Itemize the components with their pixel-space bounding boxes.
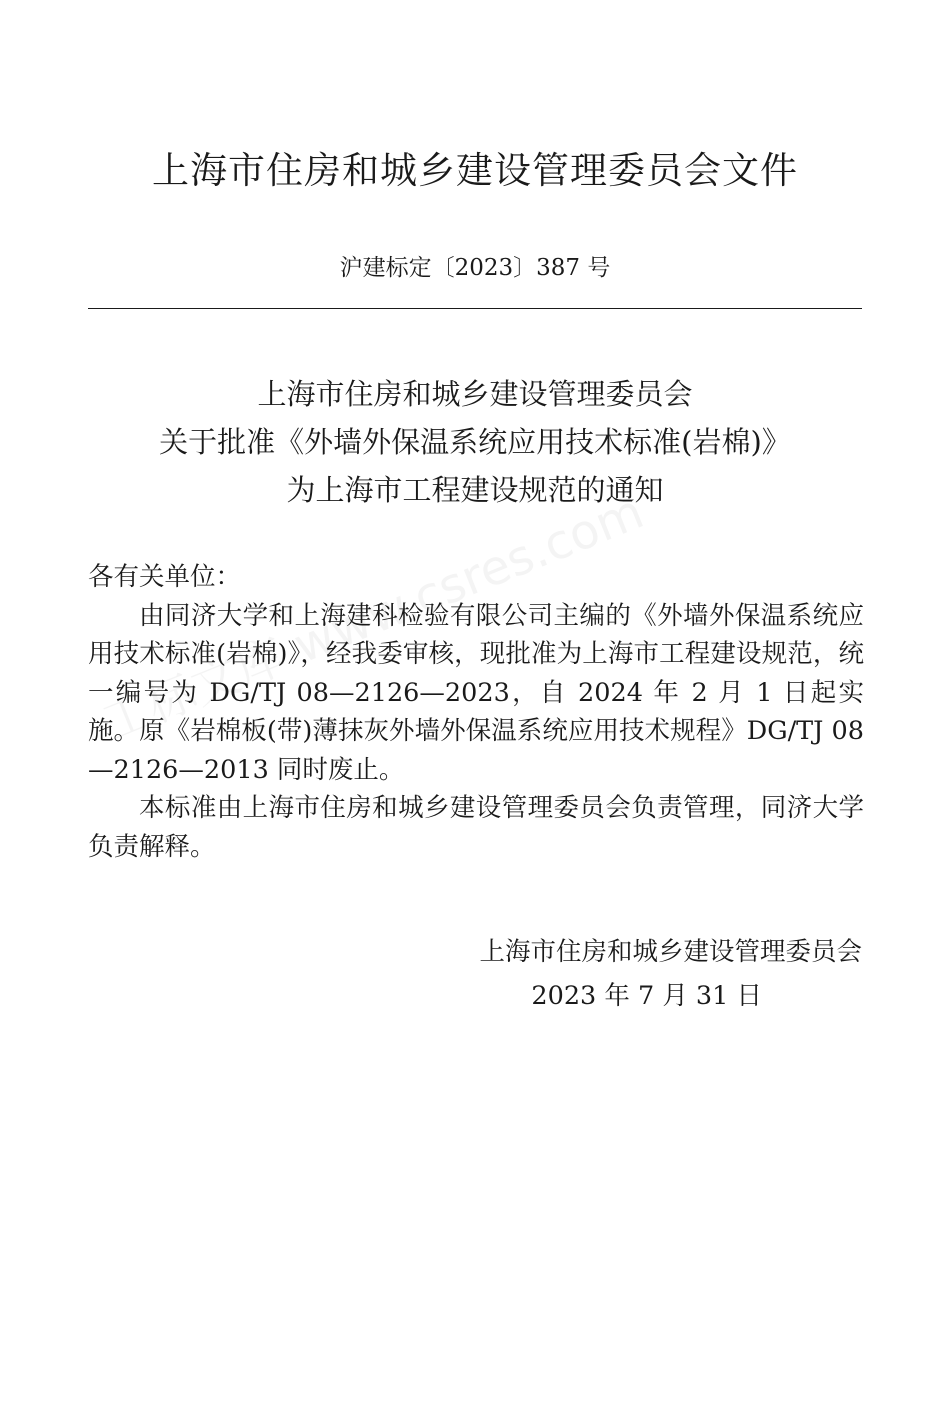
salutation: 各有关单位： [88, 562, 242, 592]
notice-title-line-2: 关于批准《外墙外保温系统应用技术标准(岩棉)》 [159, 425, 791, 459]
signature-date: 2023 年 7 月 31 日 [531, 981, 762, 1011]
body-paragraph-1: 由同济大学和上海建科检验有限公司主编的《外墙外保温系统应用技术标准(岩棉)》，经我委审核，现批准为上海市工程建设规范，统一编号为 DG/TJ 08—2126—2023，自 2024 年 2 月 1 日起实施。原《岩棉板(带)薄抹灰外墙外保温系统应用技术规程》DG/TJ 08—2126—2013 同时废止。 [88, 600, 864, 785]
header-divider [88, 308, 862, 309]
notice-title-line-1: 上海市住房和城乡建设管理委员会 [257, 377, 693, 411]
notice-title-line-3: 为上海市工程建设规范的通知 [286, 473, 664, 507]
signature-organization: 上海市住房和城乡建设管理委员会 [479, 937, 862, 967]
document-number: 沪建标定〔2023〕387 号 [339, 255, 611, 281]
notice-body [88, 558, 864, 866]
issuer-title: 上海市住房和城乡建设管理委员会文件 [152, 149, 798, 192]
body-paragraph-2: 本标准由上海市住房和城乡建设管理委员会负责管理，同济大学负责解释。 [88, 793, 864, 862]
notice-title [0, 370, 950, 514]
signature-block [479, 930, 862, 1018]
